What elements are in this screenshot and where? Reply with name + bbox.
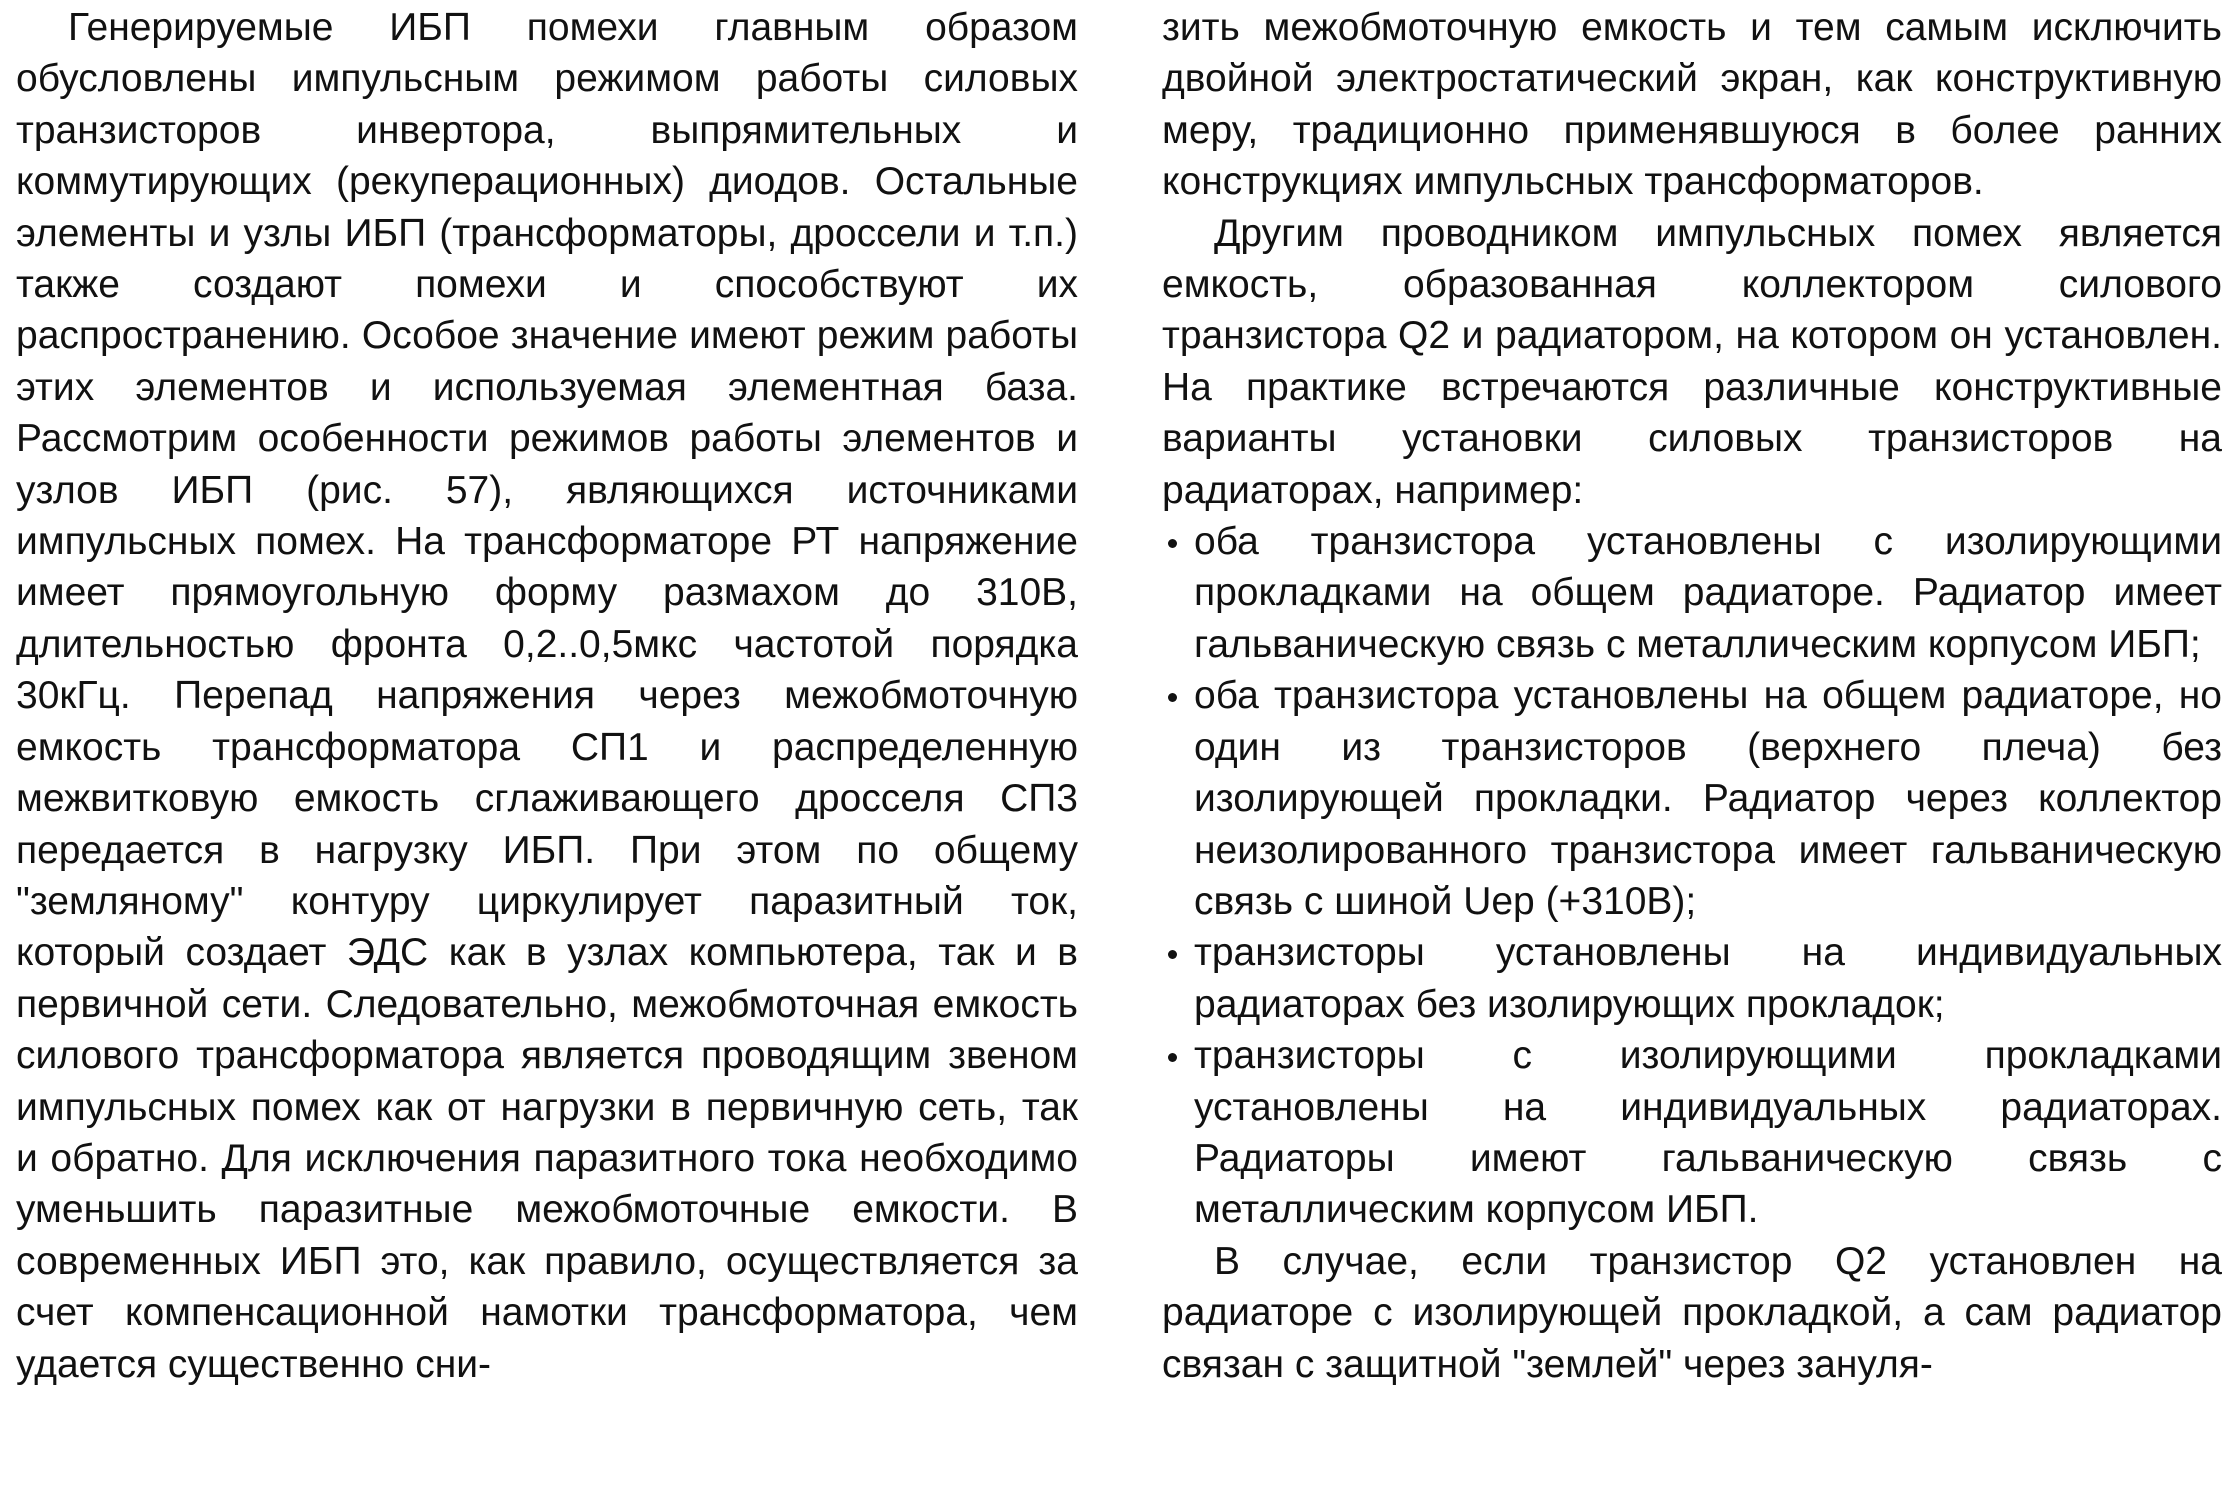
bullet-dot-icon: [1168, 950, 1177, 959]
right-paragraph-1: зить межобмоточную емкость и тем самым исключить двойной электростатический экран, как конструктивную меру, традиционно применявшуюся в более ранних конструкциях импульсных трансформаторов.: [1162, 6, 2222, 204]
left-paragraph-1: Генерируемые ИБП помехи главным образом обусловлены импульсным режимом работы силовых транзисторов инвертора, выпрямительных и коммутирующих (рекуперационных) диодов. Остальные элементы и узлы ИБП (трансформаторы, дроссели и т.п.) также создают помехи и способствуют их распространению. Особое значение имеют режим работы этих элементов и используемая элементная база. Рассмотрим особенности режимов работы элементов и узлов ИБП (рис. 57), являющихся источниками импульсных помех. На трансформаторе РТ напряжение имеет прямоугольную форму размахом до 310В, длительностью фронта 0,2..0,5мкс частотой порядка 30кГц. Перепад напряжения через межобмоточную емкость трансформатора СП1 и распределенную межвитковую емкость сглаживающего дросселя СП3 передается в нагрузку ИБП. При этом по общему "земляному" контуру циркулирует паразитный ток, который создает ЭДС как в узлах компьютера, так и в первичной сети. Следовательно, межобмоточная емкость силового трансформатора является проводящим звеном импульсных помех как от нагрузки в первичную сеть, так и обратно. Для исключения паразитного тока необходимо уменьшить паразитные межобмоточные емкости. В современных ИБП это, как правило, осуществляется за счет компенсационной намотки трансформатора, чем удается существенно сни-: [16, 6, 1078, 1386]
list-item: [1162, 670, 2222, 927]
bullet-dot-icon: [1168, 693, 1177, 702]
bullet-dot-icon: [1168, 539, 1177, 548]
list-item-text: оба транзистора установлены с изолирующими прокладками на общем радиаторе. Радиатор имеет гальваническую связь с металлическим корпусом ИБП;: [1194, 520, 2222, 666]
list-item: [1162, 927, 2222, 1030]
right-paragraph-3: В случае, если транзистор Q2 установлен на радиаторе с изолирующей прокладкой, а сам радиатор связан с защитной "землей" через зануля-: [1162, 1239, 2222, 1386]
list-item-text: транзисторы установлены на индивидуальных радиаторах без изолирующих прокладок;: [1194, 931, 2222, 1026]
bullet-dot-icon: [1168, 1053, 1177, 1062]
list-item: [1162, 516, 2222, 670]
left-text-column: [16, 2, 1078, 1390]
list-item-text: оба транзистора установлены на общем радиаторе, но один из транзисторов (верхнего плеча) без изолирующей прокладки. Радиатор через коллектор неизолированного транзистора имеет гальваническую связь с шиной Uep (+310В);: [1194, 674, 2222, 923]
right-paragraph-2: Другим проводником импульсных помех является емкость, образованная коллектором силового транзистора Q2 и радиатором, на котором он установлен. На практике встречаются различные конструктивные варианты установки силовых транзисторов на радиаторах, например:: [1162, 211, 2222, 512]
mounting-variants-list: [1162, 516, 2222, 1236]
list-item: [1162, 1030, 2222, 1236]
right-text-column: [1162, 2, 2222, 1390]
list-item-text: транзисторы с изолирующими прокладками установлены на индивидуальных радиаторах. Радиаторы имеют гальваническую связь с металлическим корпусом ИБП.: [1194, 1034, 2222, 1232]
